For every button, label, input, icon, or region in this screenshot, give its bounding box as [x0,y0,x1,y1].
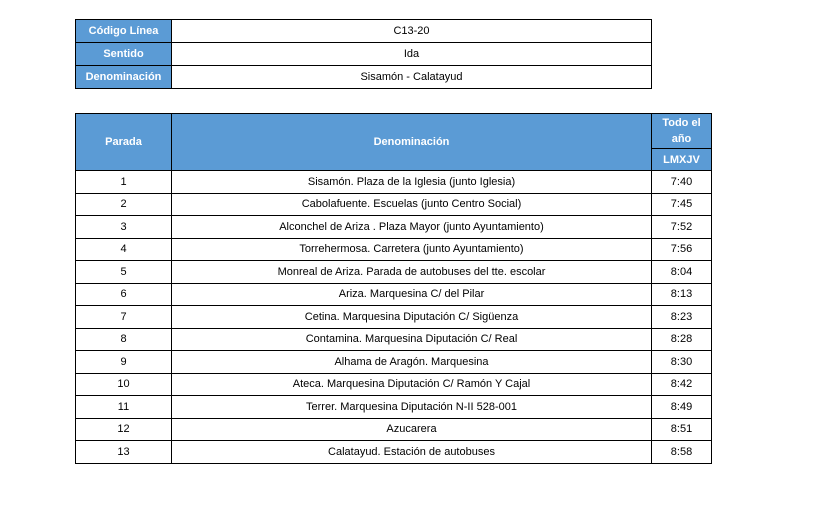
stop-time-cell: 8:28 [652,328,712,351]
stop-time-cell: 8:49 [652,396,712,419]
time-header-line2: año [671,133,692,146]
table-row [76,351,712,374]
stop-name-cell: Cetina. Marquesina Diputación C/ Sigüenza [172,306,652,329]
stop-number-cell: 6 [76,283,172,306]
stop-time-cell: 8:23 [652,306,712,329]
stop-name-cell: Monreal de Ariza. Parada de autobuses del tte. escolar [172,261,652,284]
stop-time-cell: 8:42 [652,373,712,396]
stop-time-cell: 8:58 [652,441,712,464]
stop-time-cell: 7:52 [652,216,712,239]
table-row [76,441,712,464]
stop-number-cell: 3 [76,216,172,239]
stops-body [76,171,712,464]
stop-name-cell: Azucarera [172,418,652,441]
table-row [76,306,712,329]
stop-column-header: Parada [76,114,172,171]
table-row [76,171,712,194]
stop-name-cell: Alhama de Aragón. Marquesina [172,351,652,374]
stop-number-cell: 4 [76,238,172,261]
table-row [76,328,712,351]
stop-number-cell: 7 [76,306,172,329]
stop-time-cell: 8:51 [652,418,712,441]
stop-name-cell: Ariza. Marquesina C/ del Pilar [172,283,652,306]
stop-number-cell: 13 [76,441,172,464]
denomination-value: Sisamón - Calatayud [172,66,652,89]
stop-number-cell: 2 [76,193,172,216]
denomination-label: Denominación [76,66,172,89]
stop-time-cell: 8:13 [652,283,712,306]
time-column-header [652,114,712,149]
days-header: LMXJV [652,149,712,171]
table-row [76,261,712,284]
stop-number-cell: 8 [76,328,172,351]
line-code-label: Código Línea [76,20,172,43]
stop-time-cell: 8:04 [652,261,712,284]
table-row [76,216,712,239]
stop-number-cell: 11 [76,396,172,419]
stop-time-cell: 8:30 [652,351,712,374]
info-row-line-code [76,20,652,43]
info-row-direction [76,43,652,66]
table-row [76,373,712,396]
stop-time-cell: 7:40 [652,171,712,194]
line-code-value: C13-20 [172,20,652,43]
stop-name-cell: Torrehermosa. Carretera (junto Ayuntamiento) [172,238,652,261]
stop-number-cell: 5 [76,261,172,284]
stop-name-cell: Sisamón. Plaza de la Iglesia (junto Iglesia) [172,171,652,194]
stop-name-cell: Terrer. Marquesina Diputación N-II 528-001 [172,396,652,419]
table-row [76,418,712,441]
stop-name-cell: Calatayud. Estación de autobuses [172,441,652,464]
stop-name-cell: Contamina. Marquesina Diputación C/ Real [172,328,652,351]
stop-number-cell: 12 [76,418,172,441]
stops-header-row [76,114,712,149]
direction-value: Ida [172,43,652,66]
stop-name-cell: Ateca. Marquesina Diputación C/ Ramón Y Cajal [172,373,652,396]
name-column-header: Denominación [172,114,652,171]
direction-label: Sentido [76,43,172,66]
stops-schedule-table [75,113,712,464]
stop-number-cell: 9 [76,351,172,374]
line-info-table [75,19,652,89]
table-row [76,283,712,306]
stop-number-cell: 10 [76,373,172,396]
stop-name-cell: Alconchel de Ariza . Plaza Mayor (junto Ayuntamiento) [172,216,652,239]
stop-name-cell: Cabolafuente. Escuelas (junto Centro Social) [172,193,652,216]
table-row [76,396,712,419]
stop-time-cell: 7:56 [652,238,712,261]
time-header-line1: Todo el [662,117,701,130]
table-row [76,238,712,261]
table-row [76,193,712,216]
stop-time-cell: 7:45 [652,193,712,216]
info-row-denomination [76,66,652,89]
stop-number-cell: 1 [76,171,172,194]
